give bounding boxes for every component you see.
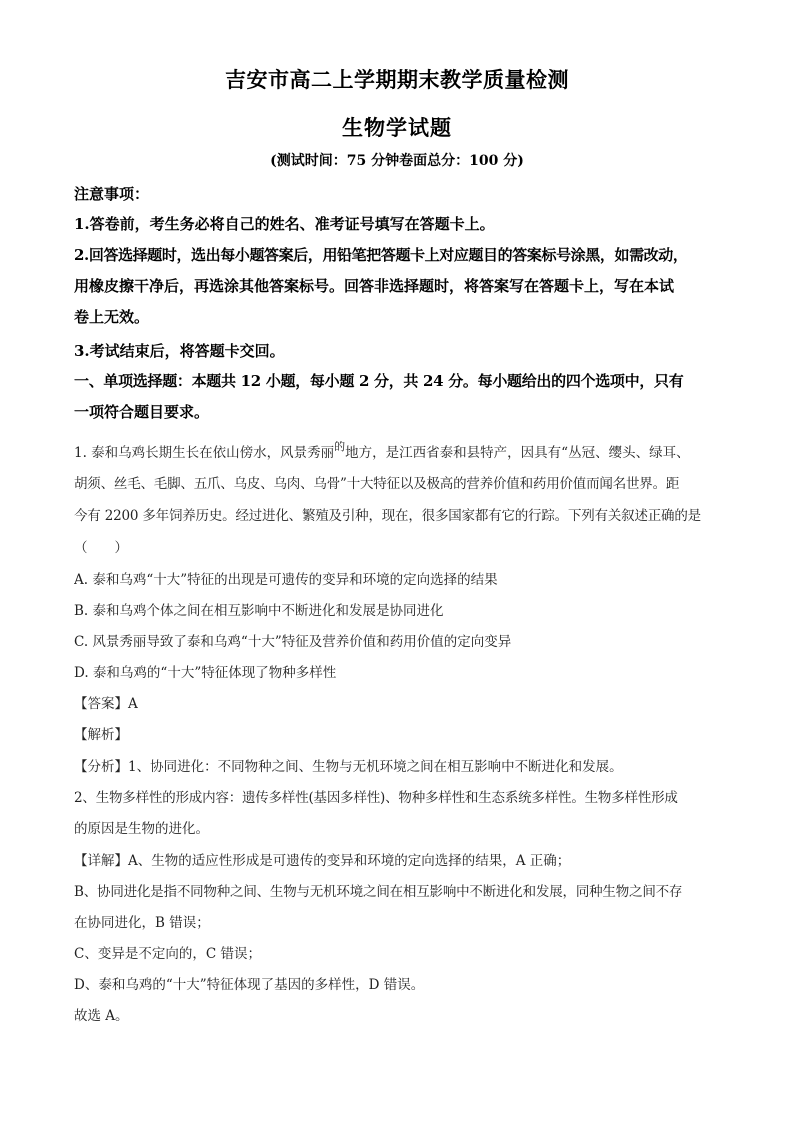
analysis-2-line-1: 2、生物多样性的形成内容：遗传多样性(基因多样性)、物种多样性和生态系统多样性。生物多样性形成 — [74, 790, 678, 806]
exam-title: 吉安市高二上学期期末教学质量检测 — [225, 67, 569, 92]
notice-item-1: 1.答卷前，考生务必将自己的姓名、准考证号填写在答题卡上。 — [74, 215, 495, 233]
notice-item-2-line-3: 卷上无效。 — [74, 308, 150, 326]
section-1-heading-line-1: 一、单项选择题：本题共 12 小题，每小题 2 分，共 24 分。每小题给出的四个选项中，只有 — [74, 372, 684, 390]
analysis-heading: 【解析】 — [74, 727, 128, 743]
analysis-1: 【分析】1、协同进化：不同物种之间、生物与无机环境之间在相互影响中不断进化和发展。 — [74, 759, 623, 775]
analysis-2-line-2: 的原因是生物的进化。 — [74, 821, 209, 837]
detail-2-line-2: 在协同进化，B 错误； — [74, 915, 210, 931]
option-c: C. 风景秀丽导致了泰和乌鸡“十大”特征及营养价值和药用价值的定向变异 — [74, 634, 512, 650]
detail-2-line-1: B、协同进化是指不同物种之间、生物与无机环境之间在相互影响中不断进化和发展，同种生物之间不存 — [74, 884, 683, 900]
detail-3: C、变异是不定向的，C 错误； — [74, 946, 261, 962]
exam-info: (测试时间：75 分钟卷面总分：100 分) — [270, 153, 524, 169]
question-1-line-1 — [74, 441, 734, 461]
question-1-line-4: （ ） — [74, 540, 128, 556]
question-1-superscript: 的 — [334, 441, 346, 453]
option-d: D. 泰和乌鸡的“十大”特征体现了物种多样性 — [74, 665, 337, 681]
question-1-line-1-text-b: 地方，是江西省泰和县特产，因具有“丛冠、缨头、绿耳、 — [345, 445, 690, 461]
question-1-line-2: 胡须、丝毛、毛脚、五爪、乌皮、乌肉、乌骨”十大特征以及极高的营养价值和药用价值而闻名世界。距 — [74, 476, 680, 492]
notice-heading: 注意事项： — [74, 185, 150, 203]
question-1-line-3: 今有 2200 多年饲养历史。经过进化、繁殖及引种，现在，很多国家都有它的行踪。下列有关叙述正确的是 — [74, 508, 701, 524]
subject-title: 生物学试题 — [342, 115, 452, 140]
question-1-line-1-text-a: 1. 泰和乌鸡长期生长在依山傍水，风景秀丽 — [74, 445, 335, 461]
conclusion: 故选 A。 — [74, 1008, 129, 1024]
section-1-heading-line-2: 一项符合题目要求。 — [74, 403, 210, 421]
detail-1: 【详解】A、生物的适应性形成是可遗传的变异和环境的定向选择的结果，A 正确； — [74, 853, 571, 869]
detail-4: D、泰和乌鸡的“十大”特征体现了基因的多样性，D 错误。 — [74, 977, 425, 993]
option-b: B. 泰和乌鸡个体之间在相互影响中不断进化和发展是协同进化 — [74, 603, 444, 619]
notice-item-3: 3.考试结束后，将答题卡交回。 — [74, 342, 285, 360]
notice-item-2-line-1: 2.回答选择题时，选出每小题答案后，用铅笔把答题卡上对应题目的答案标号涂黑，如需改动， — [74, 246, 688, 264]
notice-item-2-line-2: 用橡皮擦干净后，再选涂其他答案标号。回答非选择题时，将答案写在答题卡上，写在本试 — [74, 277, 675, 295]
option-a: A. 泰和乌鸡“十大”特征的出现是可遗传的变异和环境的定向选择的结果 — [74, 572, 498, 588]
answer: 【答案】A — [74, 696, 138, 712]
